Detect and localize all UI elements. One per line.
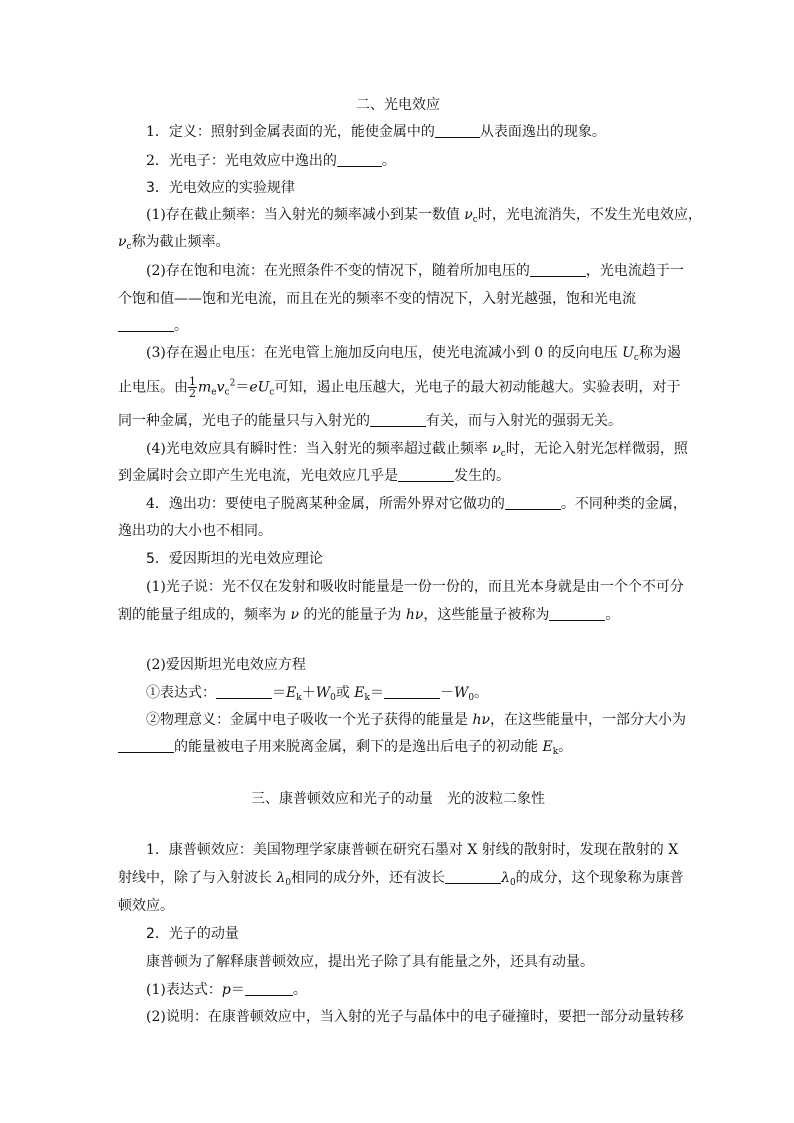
fill-blank[interactable] [337, 152, 382, 167]
instantaneous-line-1: (4)光电效应具有瞬时性：当入射光的频率超过截止频率 $\nu_c$时，无论入射光怎样微弱，照 [146, 441, 688, 459]
stopping-voltage-line-2: 止电压。由 $\frac{1}{2}$ $m_ev_c^2=eU_c$可知，遏止电压越大，光电子的最大初动能越大。实验表明，对于 [118, 375, 681, 400]
photon-momentum-explanation: (2)说明：在康普顿效应中，当入射的光子与晶体中的电子碰撞时，要把一部分动量转移 [146, 1009, 684, 1025]
compton-effect-line-2: 射线中，除了与入射波长 $\lambda_0$相同的成分外，还有波长 $\lambda_0$的成分，这个现象称为康普 [118, 870, 684, 888]
fill-blank[interactable] [398, 467, 454, 482]
einstein-theory-heading: 5．爱因斯坦的光电效应理论 [146, 551, 323, 567]
physical-meaning-line-2: 的能量被电子用来脱离金属，剩下的是逸出后电子的初动能 $E_k$。 [118, 737, 678, 757]
photon-momentum-intro: 康普顿为了解释康普顿效应，提出光子除了具有能量之外，还具有动量。 [146, 954, 594, 970]
fill-blank[interactable] [118, 317, 174, 332]
fill-blank[interactable] [384, 684, 440, 699]
saturation-current-line-1: (2)存在饱和电流：在光照条件不变的情况下，随着所加电压的 ，光电流趋于一 [146, 263, 684, 279]
saturation-current-line-3: 。 [118, 316, 678, 336]
work-function-line-1: 4．逸出功：要使电子脱离某种金属，所需外界对它做功的 。不同种类的金属， [146, 496, 687, 512]
fill-blank[interactable] [505, 495, 561, 510]
photoelectron-line: 2．光电子：光电效应中逸出的 。 [146, 153, 396, 169]
compton-effect-line-3: 顿效应。 [118, 898, 174, 914]
fill-blank[interactable] [118, 738, 174, 753]
photon-momentum-heading: 2．光子的动量 [146, 926, 239, 942]
stopping-voltage-line-1: (3)存在遏止电压：在光电管上施加反向电压，使光电流减小到 0 的反向电压 $U_c$称为遏 [146, 345, 681, 363]
physical-meaning-line-1: ②物理意义：金属中电子吸收一个光子获得的能量是 hν，在这些能量中，一部分大小为 [146, 712, 686, 728]
fill-blank[interactable] [245, 981, 293, 996]
cutoff-frequency-line-1: (1)存在截止频率：当入射光的频率减小到某一数值 $\nu_c$时，光电流消失，不发生光电效应， [146, 207, 702, 225]
photon-theory-line-2: 割的能量子组成的，频率为 ν 的光的能量子为 hν，这些能量子被称为 。 [118, 607, 620, 623]
work-function-line-2: 逸出功的大小也不相同。 [118, 523, 272, 539]
photon-momentum-expression: (1)表达式：p＝ 。 [146, 982, 307, 998]
fill-blank[interactable] [549, 606, 605, 621]
fill-blank[interactable] [370, 412, 426, 427]
section-title-photoelectric: 二、光电效应 [356, 97, 440, 113]
fill-blank[interactable] [216, 684, 272, 699]
einstein-equation-expression: ①表达式： $=E_k+W_0$或 $E_k= -W_0$。 [146, 685, 489, 703]
fill-blank[interactable] [530, 262, 586, 277]
cutoff-frequency-line-2: $\nu_c$称为截止频率。 [118, 234, 230, 252]
instantaneous-line-2: 到金属时会立即产生光电流，光电效应几乎是 发生的。 [118, 468, 510, 484]
stopping-voltage-line-3: 同一种金属，光电子的能量只与入射光的 有关，而与入射光的强弱无关。 [118, 413, 622, 429]
compton-effect-line-1: 1．康普顿效应：美国物理学家康普顿在研究石墨对 X 射线的散射时，发现在散射的 X [146, 842, 679, 858]
fill-blank[interactable] [435, 123, 480, 138]
experimental-laws-heading: 3．光电效应的实验规律 [146, 180, 295, 196]
saturation-current-line-2: 个饱和值——饱和光电流，而且在光的频率不变的情况下，入射光越强，饱和光电流 [118, 291, 636, 307]
fraction-one-half: $\frac{1}{2}$ [189, 375, 196, 400]
fill-blank[interactable] [445, 869, 501, 884]
definition-line: 1．定义：照射到金属表面的光，能使金属中的 从表面逸出的现象。 [146, 124, 606, 140]
section-title-compton: 三、康普顿效应和光子的动量 光的波粒二象性 [251, 791, 545, 807]
einstein-equation-heading: (2)爱因斯坦光电效应方程 [146, 657, 306, 673]
photon-theory-line-1: (1)光子说：光不仅在发射和吸收时能量是一份一份的，而且光本身就是由一个个不可分 [146, 579, 684, 595]
